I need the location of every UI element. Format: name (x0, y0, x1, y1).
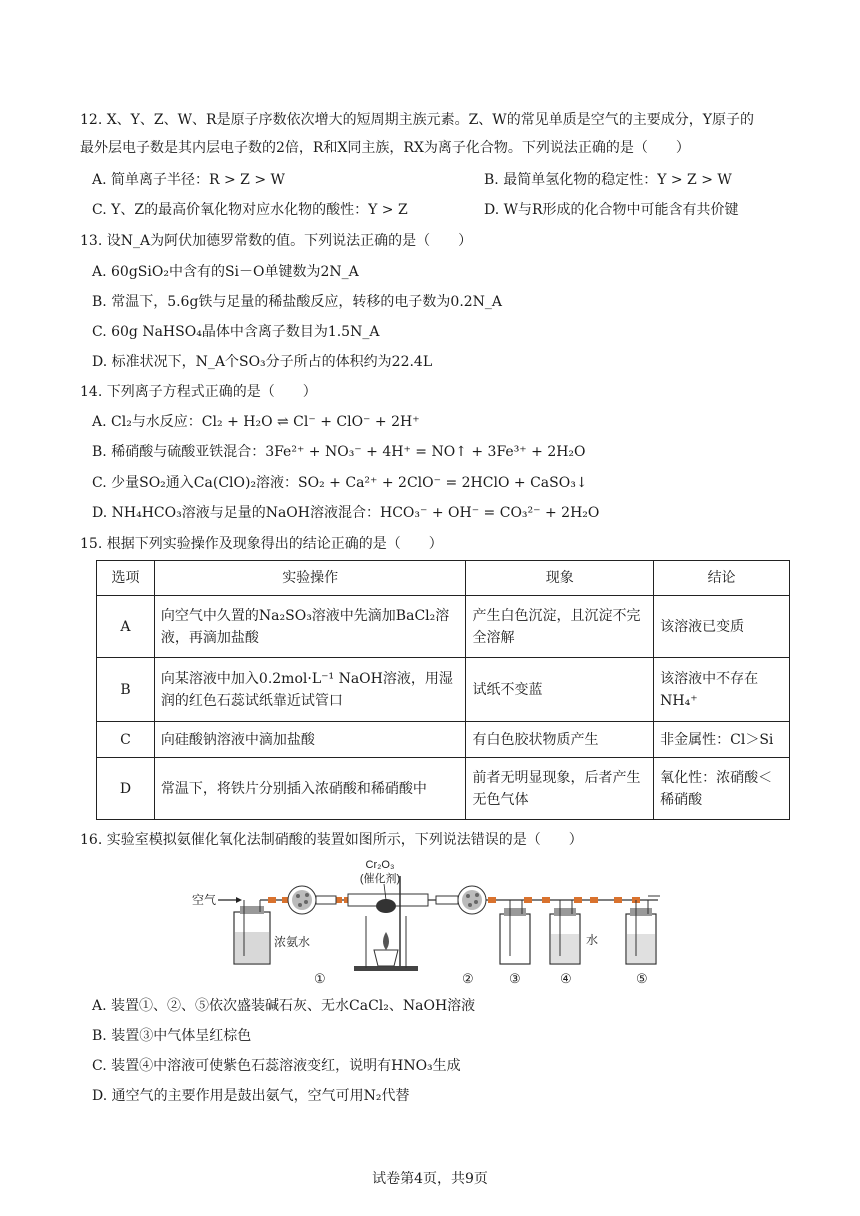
catalyst-formula: Cr₂O₃ (365, 859, 395, 871)
header-operation: 实验操作 (154, 561, 466, 596)
q16-stem: 16. 实验室模拟氨催化氧化法制硝酸的装置如图所示，下列说法错误的是（ ） (80, 832, 583, 848)
row-phenomenon: 前者无明显现象，后者产生无色气体 (466, 758, 654, 820)
q13-stem: 13. 设N_A为阿伏加德罗常数的值。下列说法正确的是（ ） (80, 233, 473, 249)
table-row (97, 658, 790, 722)
experiment-table (96, 560, 790, 820)
bottle-1 (234, 900, 270, 964)
label-2: ② (462, 972, 474, 987)
label-1: ① (314, 972, 326, 987)
q16-option-a: A. 装置①、②、⑤依次盛装碱石灰、无水CaCl₂、NaOH溶液 (92, 998, 476, 1014)
table-row (97, 758, 790, 820)
q16-option-b: B. 装置③中气体呈红棕色 (92, 1028, 252, 1044)
ammonia-label: 浓氨水 (274, 935, 311, 949)
drying-tube-1 (288, 886, 336, 914)
q13-option-b: B. 常温下，5.6g铁与足量的稀盐酸反应，转移的电子数为0.2N_A (92, 294, 503, 310)
reaction-tube (348, 894, 428, 913)
q14-stem: 14. 下列离子方程式正确的是（ ） (80, 384, 317, 400)
row-option: A (97, 596, 155, 658)
bottle-5 (626, 896, 660, 964)
row-conclusion: 该溶液中不存在NH₄⁺ (654, 658, 790, 722)
water-label: 水 (586, 933, 599, 947)
catalyst-note: (催化剂) (359, 873, 401, 885)
row-option: C (97, 722, 155, 758)
q16-option-d: D. 通空气的主要作用是鼓出氨气，空气可用N₂代替 (92, 1088, 410, 1104)
arrowhead-icon (236, 897, 242, 903)
air-label: 空气 (192, 893, 217, 907)
label-4: ④ (560, 972, 572, 987)
header-phenomenon: 现象 (466, 561, 654, 596)
bottle-3 (500, 900, 530, 964)
row-conclusion: 氧化性：浓硝酸＜稀硝酸 (654, 758, 790, 820)
q12-option-a: A. 简单离子半径：R > Z > W (92, 172, 285, 188)
q12-option-d: D. W与R形成的化合物中可能含有共价键 (484, 202, 739, 218)
q14-option-c: C. 少量SO₂通入Ca(ClO)₂溶液：SO₂ + Ca²⁺ + 2ClO⁻ = 2HClO + CaSO₃↓ (92, 475, 588, 491)
row-phenomenon: 有白色胶状物质产生 (466, 722, 654, 758)
q13-option-c: C. 60g NaHSO₄晶体中含离子数目为1.5N_A (92, 324, 380, 340)
q12-option-b: B. 最简单氢化物的稳定性：Y > Z > W (484, 172, 732, 188)
q13-option-a: A. 60gSiO₂中含有的Si－O单键数为2N_A (92, 264, 359, 280)
row-operation: 向某溶液中加入0.2mol·L⁻¹ NaOH溶液，用湿润的红色石蕊试纸靠近试管口 (154, 658, 466, 722)
q14-option-a: A. Cl₂与水反应：Cl₂ + H₂O ⇌ Cl⁻ + ClO⁻ + 2H⁺ (92, 414, 420, 430)
table-row (97, 596, 790, 658)
header-conclusion: 结论 (654, 561, 790, 596)
header-option: 选项 (97, 561, 155, 596)
label-3: ③ (509, 972, 521, 987)
row-conclusion: 非金属性：Cl＞Si (654, 722, 790, 758)
page-footer: 试卷第4页，共9页 (372, 1171, 488, 1187)
q13-option-d: D. 标准状况下，N_A个SO₃分子所占的体积约为22.4L (92, 354, 433, 370)
q16-option-c: C. 装置④中溶液可使紫色石蕊溶液变红，说明有HNO₃生成 (92, 1058, 461, 1074)
table-row (97, 722, 790, 758)
row-option: B (97, 658, 155, 722)
row-option: D (97, 758, 155, 820)
q12-option-c: C. Y、Z的最高价氧化物对应水化物的酸性：Y > Z (92, 202, 408, 218)
row-operation: 向空气中久置的Na₂SO₃溶液中先滴加BaCl₂溶液，再滴加盐酸 (154, 596, 466, 658)
q12-stem-line1: 12. X、Y、Z、W、R是原子序数依次增大的短周期主族元素。Z、W的常见单质是空气的主要成分，Y原子的 (80, 112, 754, 128)
row-phenomenon: 试纸不变蓝 (466, 658, 654, 722)
bottle-4 (550, 900, 580, 964)
q15-stem: 15. 根据下列实验操作及现象得出的结论正确的是（ ） (80, 536, 443, 552)
row-conclusion: 该溶液已变质 (654, 596, 790, 658)
table-header-row (97, 561, 790, 596)
row-operation: 常温下，将铁片分别插入浓硝酸和稀硝酸中 (154, 758, 466, 820)
row-operation: 向硅酸钠溶液中滴加盐酸 (154, 722, 466, 758)
drying-tube-2 (436, 886, 486, 914)
q14-option-d: D. NH₄HCO₃溶液与足量的NaOH溶液混合：HCO₃⁻ + OH⁻ = CO₃²⁻ + 2H₂O (92, 505, 600, 521)
apparatus-diagram (188, 856, 668, 990)
q12-stem-line2: 最外层电子数是其内层电子数的2倍，R和X同主族，RX为离子化合物。下列说法正确的是（ ） (80, 140, 690, 156)
q14-option-b: B. 稀硝酸与硫酸亚铁混合：3Fe²⁺ + NO₃⁻ + 4H⁺ = NO↑ + 3Fe³⁺ + 2H₂O (92, 444, 586, 460)
lamp-stand (354, 876, 418, 971)
row-phenomenon: 产生白色沉淀，且沉淀不完全溶解 (466, 596, 654, 658)
label-5: ⑤ (636, 972, 648, 987)
